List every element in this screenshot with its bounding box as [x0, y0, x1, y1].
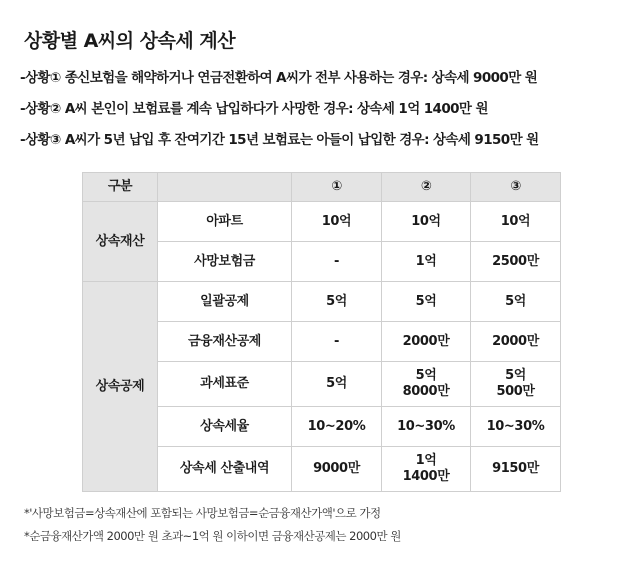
- header-case-2: ②: [382, 173, 471, 202]
- page-title: 상황별 A씨의 상속세 계산: [24, 30, 236, 52]
- table-header-row: [83, 173, 561, 202]
- cell-multiline: [471, 362, 561, 407]
- table-row: [83, 202, 561, 242]
- cell-multiline: [382, 447, 471, 492]
- group-label-inheritance-deduction: 상속공제: [83, 282, 158, 492]
- row-label: 상속세율: [158, 407, 292, 447]
- cell: 2000만: [382, 322, 471, 362]
- cell: 2500만: [471, 242, 561, 282]
- footnotes: [24, 502, 401, 548]
- cell-line: 1억: [415, 453, 437, 468]
- cell: 10~30%: [471, 407, 561, 447]
- row-label: 과세표준: [158, 362, 292, 407]
- scenario-list: [20, 68, 632, 161]
- cell: 9150만: [471, 447, 561, 492]
- cell: 5억: [382, 282, 471, 322]
- cell-line: 5억: [505, 368, 526, 383]
- group-label-inherited-property: 상속재산: [83, 202, 158, 282]
- inheritance-tax-table: [82, 172, 561, 492]
- cell: 5억: [292, 362, 382, 407]
- row-label: 사망보험금: [158, 242, 292, 282]
- header-case-1: ①: [292, 173, 382, 202]
- cell-line: 1400만: [402, 469, 450, 484]
- cell-multiline: [382, 362, 471, 407]
- cell: 2000만: [471, 322, 561, 362]
- cell: 5억: [471, 282, 561, 322]
- footnote-2: *순금융재산가액 2000만 원 초과~1억 원 이하이면 금융재산공제는 2000만 원: [24, 529, 401, 543]
- cell-line: 5억: [415, 368, 437, 383]
- cell: 10억: [471, 202, 561, 242]
- cell: -: [292, 322, 382, 362]
- row-label: 아파트: [158, 202, 292, 242]
- footnote-1: *'사망보험금=상속재산에 포함되는 사망보험금=순금융재산가액'으로 가정: [24, 506, 381, 520]
- table-row: [83, 282, 561, 322]
- cell: 10~20%: [292, 407, 382, 447]
- row-label: 일괄공제: [158, 282, 292, 322]
- cell: 5억: [292, 282, 382, 322]
- cell: 10억: [382, 202, 471, 242]
- scenario-1: -상황① 종신보험을 해약하거나 연금전환하여 A씨가 전부 사용하는 경우: 상속세 9000만 원: [20, 70, 538, 86]
- row-label: 금융재산공제: [158, 322, 292, 362]
- scenario-3: -상황③ A씨가 5년 납입 후 잔여기간 15년 보험료는 아들이 납입한 경우: 상속세 9150만 원: [20, 132, 539, 148]
- header-case-3: ③: [471, 173, 561, 202]
- cell: 10~30%: [382, 407, 471, 447]
- row-label: 상속세 산출내역: [158, 447, 292, 492]
- cell: -: [292, 242, 382, 282]
- cell: 1억: [382, 242, 471, 282]
- header-category: 구분: [83, 173, 158, 202]
- cell-line: 8000만: [402, 384, 450, 399]
- cell-line: 500만: [496, 384, 535, 399]
- cell: 9000만: [292, 447, 382, 492]
- scenario-2: -상황② A씨 본인이 보험료를 계속 납입하다가 사망한 경우: 상속세 1억 1400만 원: [20, 101, 488, 117]
- cell: 10억: [292, 202, 382, 242]
- header-item: [158, 173, 292, 202]
